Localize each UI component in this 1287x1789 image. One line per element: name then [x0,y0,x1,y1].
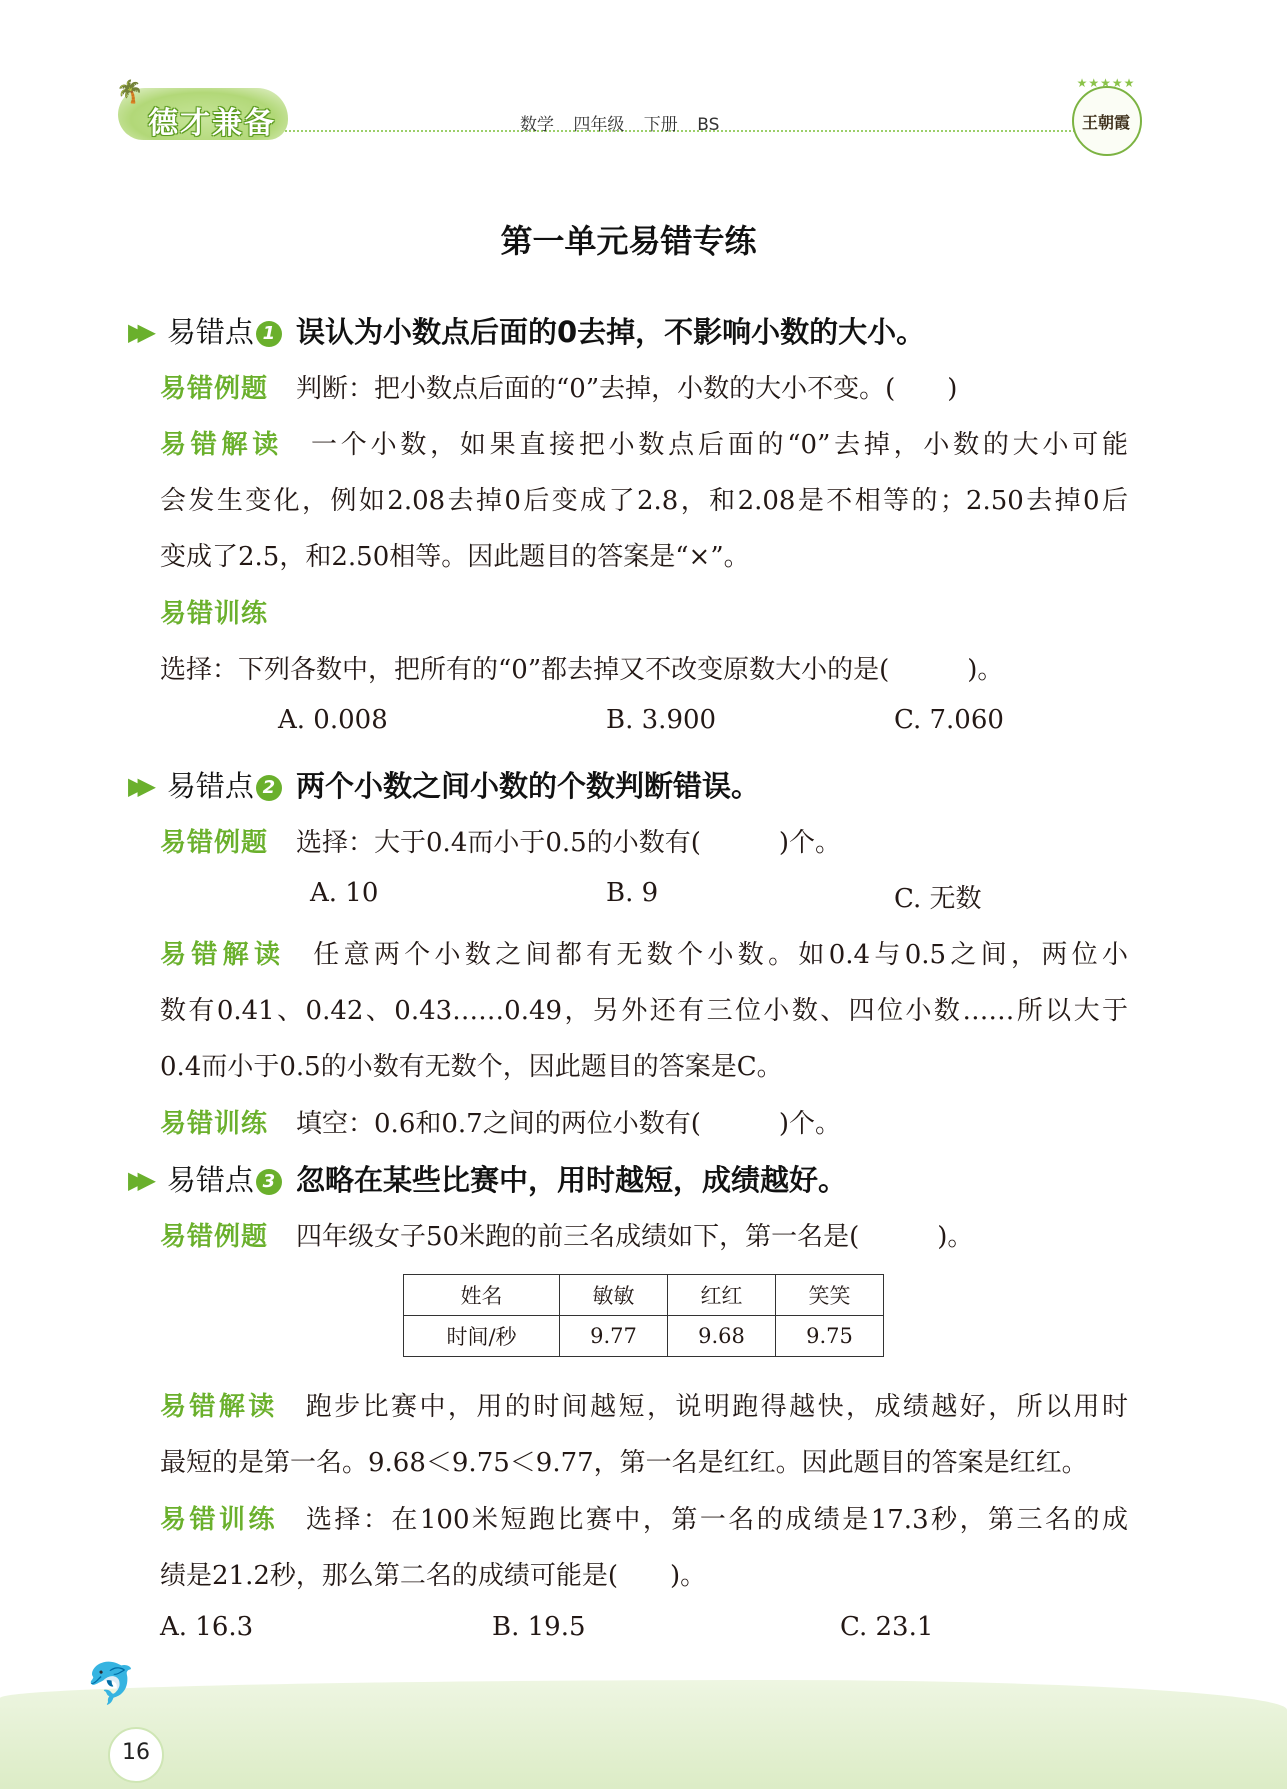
option-a: A. 16.3 [160,1612,254,1642]
analysis-label: 易错解读 [160,1392,278,1422]
training-label: 易错训练 [160,1109,269,1139]
example-text: 判断：把小数点后面的“0”去掉，小数的大小不变。( ) [296,374,958,404]
seal-name: 王朝霞 [1081,113,1130,132]
table-header-cell: 姓名 [404,1275,560,1316]
footer-decoration [0,1680,1287,1789]
analysis-1-line-1 [160,424,1128,461]
example-label: 易错例题 [160,828,269,858]
table-header-cell: 敏敏 [560,1275,668,1316]
error-point-1 [128,310,925,351]
table-cell: 时间/秒 [404,1316,560,1357]
analysis-3-line-2: 最短的是第一名。9.68＜9.75＜9.77，第一名是红红。因此题目的答案是红红。 [160,1448,1088,1478]
error-point-label: 易错点 [166,1163,254,1197]
error-point-label: 易错点 [166,315,254,349]
option-b: B. 9 [606,878,659,908]
option-a: A. 0.008 [278,705,388,735]
training-label: 易错训练 [160,599,269,629]
analysis-label: 易错解读 [160,940,286,970]
error-point-2 [128,764,760,805]
error-point-text: 忽略在某些比赛中，用时越短，成绩越好。 [295,1163,847,1197]
double-chevron-icon: ▶▶ [128,318,147,346]
analysis-2-line-2: 数有0.41、0.42、0.43……0.49，另外还有三位小数、四位小数……所以大于 [160,996,1128,1026]
example-label: 易错例题 [160,1222,269,1252]
option-b: B. 19.5 [492,1612,586,1642]
error-point-number: 1 [256,321,282,347]
analysis-1-line-2: 会发生变化，例如2.08去掉0后变成了2.8，和2.08是不相等的；2.50去掉0后 [160,486,1128,516]
results-table [403,1274,884,1357]
analysis-text: 一个小数，如果直接把小数点后面的“0”去掉，小数的大小可能 [311,430,1128,460]
table-header-cell: 笑笑 [776,1275,884,1316]
subject-info: 数学 四年级 下册 BS [520,115,720,135]
analysis-text: 任意两个小数之间都有无数个小数。如0.4与0.5之间，两位小 [313,940,1128,970]
error-point-3 [128,1158,847,1199]
example-text: 选择：大于0.4而小于0.5的小数有( )个。 [296,828,842,858]
analysis-label: 易错解读 [160,430,284,460]
error-point-label: 易错点 [166,769,254,803]
table-cell: 9.75 [776,1316,884,1357]
example-text: 四年级女子50米跑的前三名成绩如下，第一名是( )。 [296,1222,974,1252]
palm-tree-icon: 🌴 [116,80,144,105]
analysis-3-line-1 [160,1386,1128,1423]
analysis-text: 跑步比赛中，用的时间越短，说明跑得越快，成绩越好，所以用时 [305,1392,1128,1422]
table-cell: 9.77 [560,1316,668,1357]
analysis-2-line-3: 0.4而小于0.5的小数有无数个，因此题目的答案是C。 [160,1052,783,1082]
training-2 [160,1103,841,1140]
dolphin-icon: 🐬 [86,1661,136,1707]
table-cell: 9.68 [668,1316,776,1357]
table-header-cell: 红红 [668,1275,776,1316]
brand-logo: 德才兼备 [148,106,276,141]
training-1-label [160,593,296,630]
double-chevron-icon: ▶▶ [128,772,147,800]
option-c: C. 无数 [894,884,982,914]
option-a: A. 10 [310,878,379,908]
table-row [404,1316,884,1357]
option-c: C. 23.1 [840,1612,934,1642]
stars-icon: ★★★★★ [1076,76,1136,90]
training-1-question: 选择：下列各数中，把所有的“0”都去掉又不改变原数大小的是( )。 [160,655,1004,685]
example-2 [160,822,841,859]
example-label: 易错例题 [160,374,269,404]
training-text: 选择：在100米短跑比赛中，第一名的成绩是17.3秒，第三名的成 [305,1505,1128,1535]
training-label: 易错训练 [160,1505,278,1535]
analysis-1-line-3: 变成了2.5，和2.50相等。因此题目的答案是“×”。 [160,542,750,572]
page-header [0,0,1287,160]
error-point-number: 3 [256,1169,282,1195]
training-text: 填空：0.6和0.7之间的两位小数有( )个。 [296,1109,842,1139]
double-chevron-icon: ▶▶ [128,1166,147,1194]
table-header-row [404,1275,884,1316]
page-title: 第一单元易错专练 [500,222,757,260]
training-3-line-2: 绩是21.2秒，那么第二名的成绩可能是( )。 [160,1561,707,1591]
error-point-number: 2 [256,775,282,801]
error-point-text: 两个小数之间小数的个数判断错误。 [295,769,760,803]
training-3-line-1 [160,1499,1128,1536]
analysis-2-line-1 [160,934,1128,971]
error-point-text: 误认为小数点后面的0去掉，不影响小数的大小。 [295,315,926,349]
option-b: B. 3.900 [606,705,717,735]
option-c: C. 7.060 [894,705,1004,735]
example-3 [160,1216,973,1253]
page-number: 16 [122,1740,150,1765]
example-1 [160,368,957,405]
